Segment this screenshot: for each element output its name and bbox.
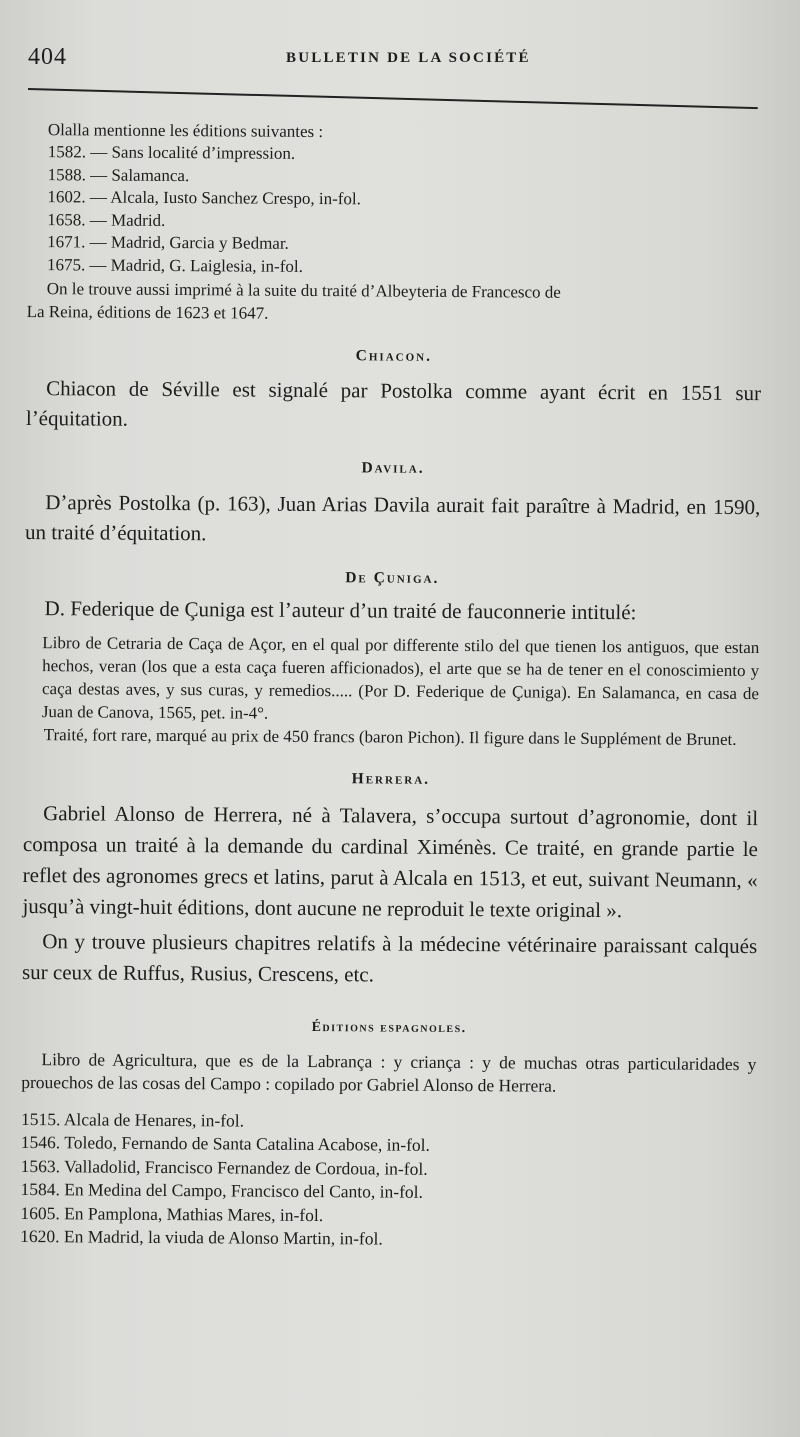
olalla-edition: 1671. — Madrid, Garcia y Bedmar. (47, 232, 289, 254)
edition-item: 1515. Alcala de Henares, in-fol. (20, 1108, 245, 1131)
page-body (20, 118, 763, 1254)
olalla-note-line-1: On le trouve aussi imprimé à la suite du traité d’Albeyteria de Francesco de (46, 278, 561, 302)
cuniga-book-title: Libro de Cetraria de Caça de Açor, en el qual por differente stilo del que tienen los antiguos, que estan hechos, veran (los que a esta caça fueren afficionados), el arte que se ha de tener en el conoscimiento y caça destas aves, y sus curas, y remedios..... (Por D. Federique de Çuniga). En Salamanca, en casa de Juan de Canova, 1565, pet. in-4°. (41, 632, 760, 723)
header-rule (28, 88, 758, 109)
olalla-section (27, 118, 763, 328)
cuniga-note: Traité, fort rare, marqué au prix de 450 francs (baron Pichon). Il figure dans le Supplément de Brunet. (43, 724, 737, 749)
olalla-edition: 1675. — Madrid, G. Laiglesia, in-fol. (46, 255, 303, 276)
section-heading-herrera: Herrera. (351, 769, 431, 788)
section-heading-chiacon: Chiacon. (355, 346, 433, 365)
running-title: BULLETIN DE LA SOCIÉTÉ (286, 50, 531, 66)
herrera-paragraph-2: On y trouve plusieurs chapitres relatifs à la médecine vétérinaire paraissant calqués sur ceux de Ruffus, Rusius, Crescens, etc. (21, 928, 758, 986)
chiacon-text: Chiacon de Séville est signalé par Postolka comme ayant écrit en 1551 sur l’équitation. (25, 375, 762, 431)
edition-item: 1620. En Madrid, la viuda de Alonso Martin, in-fol. (20, 1226, 383, 1249)
section-heading-davila: Davila. (361, 458, 425, 477)
edition-item: 1546. Toledo, Fernando de Santa Catalina Acabose, in-fol. (20, 1132, 431, 1155)
page-number: 404 (28, 44, 67, 70)
olalla-intro: Olalla mentionne les éditions suivantes : (47, 120, 324, 142)
davila-text: D’après Postolka (p. 163), Juan Arias Davila aurait fait paraître à Madrid, en 1590, un traité d’équitation. (25, 489, 761, 545)
olalla-note-line-2: La Reina, éditions de 1623 et 1647. (26, 301, 269, 323)
herrera-book-title: Libro de Agricultura, que es de la Labrança : y criança : y de muchas otras particularidades y prouechos de las cosas del Campo : copilado por Gabriel Alonso de Herrera. (21, 1048, 757, 1096)
section-heading-editions-espagnoles: Éditions espagnoles. (311, 1019, 467, 1036)
herrera-paragraph-1: Gabriel Alonso de Herrera, né à Talavera, s’occupa surtout d’agronomie, dont il composa un traité à la demande du cardinal Ximénès. Ce traité, en grande partie le reflet des agronomes grecs et latins, parut à Alcala en 1513, et eut, suivant Neumann, « jusqu’à vingt-huit éditions, dont aucune ne reproduit le texte original ». (22, 800, 759, 922)
section-heading-cuniga: De Çuniga. (345, 568, 440, 587)
editions-list (20, 1108, 756, 1254)
edition-item: 1605. En Pamplona, Mathias Mares, in-fol. (20, 1202, 324, 1225)
olalla-edition: 1588. — Salamanca. (47, 164, 190, 185)
running-head (28, 44, 760, 74)
edition-item: 1584. En Medina del Campo, Francisco del Canto, in-fol. (20, 1179, 424, 1202)
edition-item: 1563. Valladolid, Francisco Fernandez de Cordoua, in-fol. (20, 1155, 428, 1179)
cuniga-intro: D. Federique de Çuniga est l’auteur d’un traité de fauconnerie intitulé: (44, 595, 637, 624)
olalla-edition: 1658. — Madrid. (47, 209, 166, 230)
olalla-edition: 1602. — Alcala, Iusto Sanchez Crespo, in-fol. (47, 187, 362, 209)
olalla-edition: 1582. — Sans localité d’impression. (47, 142, 296, 163)
